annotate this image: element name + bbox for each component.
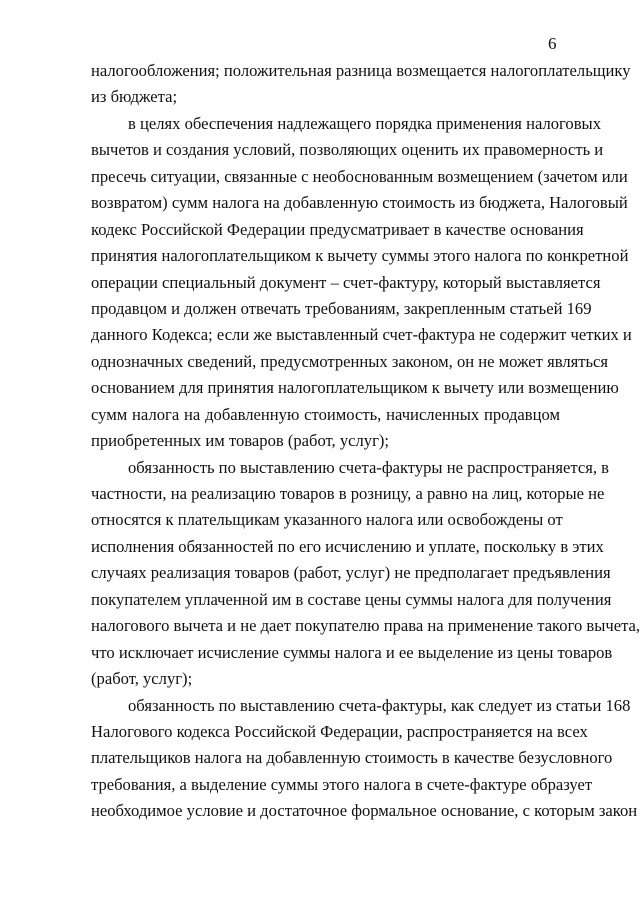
paragraph (91, 693, 638, 825)
text-line: кодекс Российской Федерации предусматривает в качестве основания (91, 219, 584, 239)
text-line: приобретенных им товаров (работ, услуг); (91, 431, 390, 451)
text-line: основанием для принятия налогоплательщиком к вычету или возмещению (91, 378, 619, 398)
text-line: операции специальный документ – счет-фактуру, который выставляется (91, 272, 601, 292)
text-line: обязанность по выставлению счета-фактуры не распространяется, в (128, 457, 609, 477)
page-number: 6 (548, 34, 557, 53)
text-line: из бюджета; (91, 87, 178, 107)
text-line: необходимое условие и достаточное формальное основание, с которым закон (91, 801, 638, 821)
text-line: налогообложения; положительная разница возмещается налогоплательщику (91, 61, 631, 80)
text-line: пресечь ситуации, связанные с необоснованным возмещением (зачетом или (91, 166, 628, 186)
text-line: продавцом и должен отвечать требованиям, закрепленным статьей 169 (91, 298, 592, 318)
text-line: вычетов и создания условий, позволяющих оценить их правомерность и (91, 140, 604, 160)
text-line: сумм налога на добавленную стоимость, начисленных продавцом (91, 404, 560, 424)
text-line: обязанность по выставлению счета-фактуры, как следует из статьи 168 (128, 695, 631, 715)
text-line: налогового вычета и не дает покупателю права на применение такого вычета, (91, 616, 640, 636)
text-line: что исключает исчисление суммы налога и ее выделение из цены товаров (91, 642, 613, 662)
document-body (91, 58, 640, 825)
text-line: данного Кодекса; если же выставленный счет-фактура не содержит четких и (91, 325, 632, 345)
paragraph (91, 455, 640, 693)
text-line: требования, а выделение суммы этого налога в счете-фактуре образует (91, 774, 593, 794)
text-line: Налогового кодекса Российской Федерации, распространяется на всех (91, 721, 588, 741)
text-line: возвратом) сумм налога на добавленную стоимость из бюджета, Налоговый (91, 193, 628, 213)
text-line: покупателем уплаченной им в составе цены суммы налога для получения (91, 589, 612, 609)
text-line: (работ, услуг); (91, 669, 193, 689)
text-line: исполнения обязанностей по его исчислению и уплате, поскольку в этих (91, 536, 604, 556)
paragraph (91, 111, 632, 455)
text-line: случаях реализация товаров (работ, услуг) не предполагает предъявления (91, 563, 611, 583)
text-line: относятся к плательщикам указанного налога или освобождены от (91, 510, 563, 530)
text-line: однозначных сведений, предусмотренных законом, он не может являться (91, 351, 609, 371)
text-line: плательщиков налога на добавленную стоимость в качестве безусловного (91, 748, 613, 768)
text-line: принятия налогоплательщиком к вычету суммы этого налога по конкретной (91, 246, 629, 266)
paragraph (91, 58, 631, 111)
text-line: частности, на реализацию товаров в розницу, а равно на лиц, которые не (91, 484, 605, 503)
text-line: в целях обеспечения надлежащего порядка применения налоговых (128, 113, 602, 133)
